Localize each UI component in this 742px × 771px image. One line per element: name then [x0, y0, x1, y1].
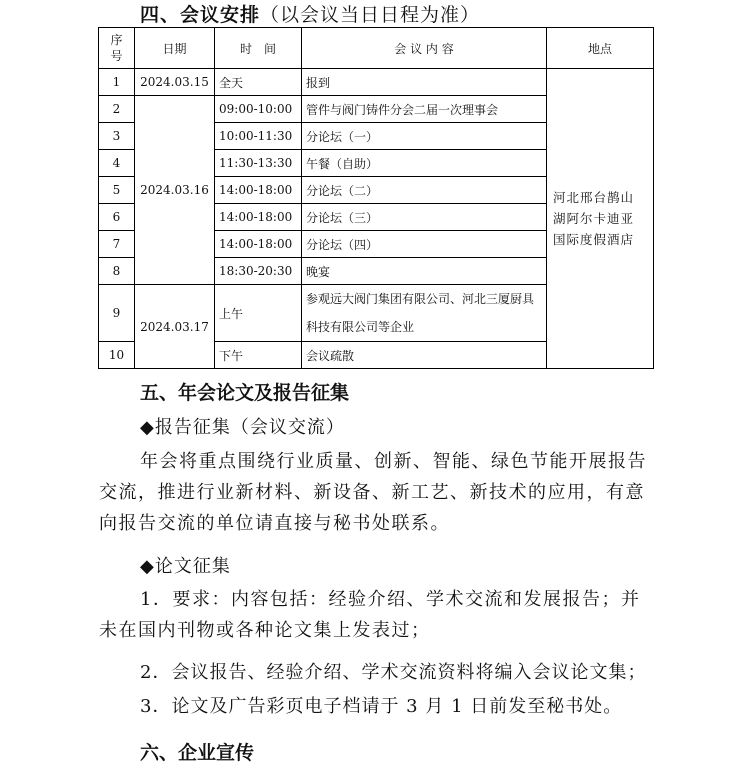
section-4-title: 四、会议安排	[140, 4, 261, 26]
header-venue: 地点	[547, 28, 654, 69]
row-time: 14:00-18:00	[215, 177, 302, 204]
row-time: 上午	[215, 285, 302, 342]
row-content: 报到	[302, 69, 547, 96]
report-heading: ◆报告征集（会议交流）	[140, 417, 345, 438]
paper-item-1: 1．要求：内容包括：经验介绍、学术交流和发展报告；并未在国内刊物或各种论文集上发表过；	[99, 589, 641, 641]
row-date: 2024.03.17	[135, 285, 215, 369]
row-content: 晚宴	[302, 258, 547, 285]
row-time: 下午	[215, 342, 302, 369]
section-4-heading	[140, 0, 480, 27]
section-4-note: （以会议当日日程为准）	[260, 4, 481, 26]
row-time: 18:30-20:30	[215, 258, 302, 285]
schedule-table	[98, 27, 654, 369]
row-content: 参观远大阀门集团有限公司、河北三厦厨具科技有限公司等企业	[302, 285, 547, 342]
paper-item-3: 3．论文及广告彩页电子档请于 3 月 1 日前发至秘书处。	[140, 696, 623, 717]
row-time: 09:00-10:00	[215, 96, 302, 123]
row-content: 分论坛（一）	[302, 123, 547, 150]
row-content: 管件与阀门铸件分会二届一次理事会	[302, 96, 547, 123]
header-date: 日期	[135, 28, 215, 69]
row-no: 9	[99, 285, 135, 342]
header-content: 会 议 内 容	[302, 28, 547, 69]
paper-heading: ◆论文征集	[140, 556, 231, 577]
header-no: 序号	[99, 28, 135, 69]
row-time: 全天	[215, 69, 302, 96]
row-content: 分论坛（二）	[302, 177, 547, 204]
header-time: 时 间	[215, 28, 302, 69]
table-header-row	[99, 28, 654, 69]
row-no: 2	[99, 96, 135, 123]
row-date: 2024.03.16	[135, 96, 215, 285]
row-content: 分论坛（四）	[302, 231, 547, 258]
row-no: 7	[99, 231, 135, 258]
table-row	[99, 69, 654, 96]
paper-item-2: 2．会议报告、经验介绍、学术交流资料将编入会议论文集；	[140, 662, 647, 683]
row-no: 10	[99, 342, 135, 369]
row-content: 分论坛（三）	[302, 204, 547, 231]
row-date: 2024.03.15	[135, 69, 215, 96]
row-content: 会议疏散	[302, 342, 547, 369]
row-time: 10:00-11:30	[215, 123, 302, 150]
row-content: 午餐（自助）	[302, 150, 547, 177]
row-no: 4	[99, 150, 135, 177]
row-time: 11:30-13:30	[215, 150, 302, 177]
row-time: 14:00-18:00	[215, 231, 302, 258]
row-no: 3	[99, 123, 135, 150]
row-no: 5	[99, 177, 135, 204]
section-5-title: 五、年会论文及报告征集	[140, 382, 350, 404]
section-6-title: 六、企业宣传	[140, 742, 255, 764]
row-time: 14:00-18:00	[215, 204, 302, 231]
row-no: 1	[99, 69, 135, 96]
row-no: 6	[99, 204, 135, 231]
row-no: 8	[99, 258, 135, 285]
venue-cell: 河北邢台鹊山湖阿尔卡迪亚国际度假酒店	[547, 69, 654, 369]
report-paragraph: 年会将重点围绕行业质量、创新、智能、绿色节能开展报告交流，推进行业新材料、新设备、新工艺、新技术的应用，有意向报告交流的单位请直接与秘书处联系。	[99, 451, 647, 534]
